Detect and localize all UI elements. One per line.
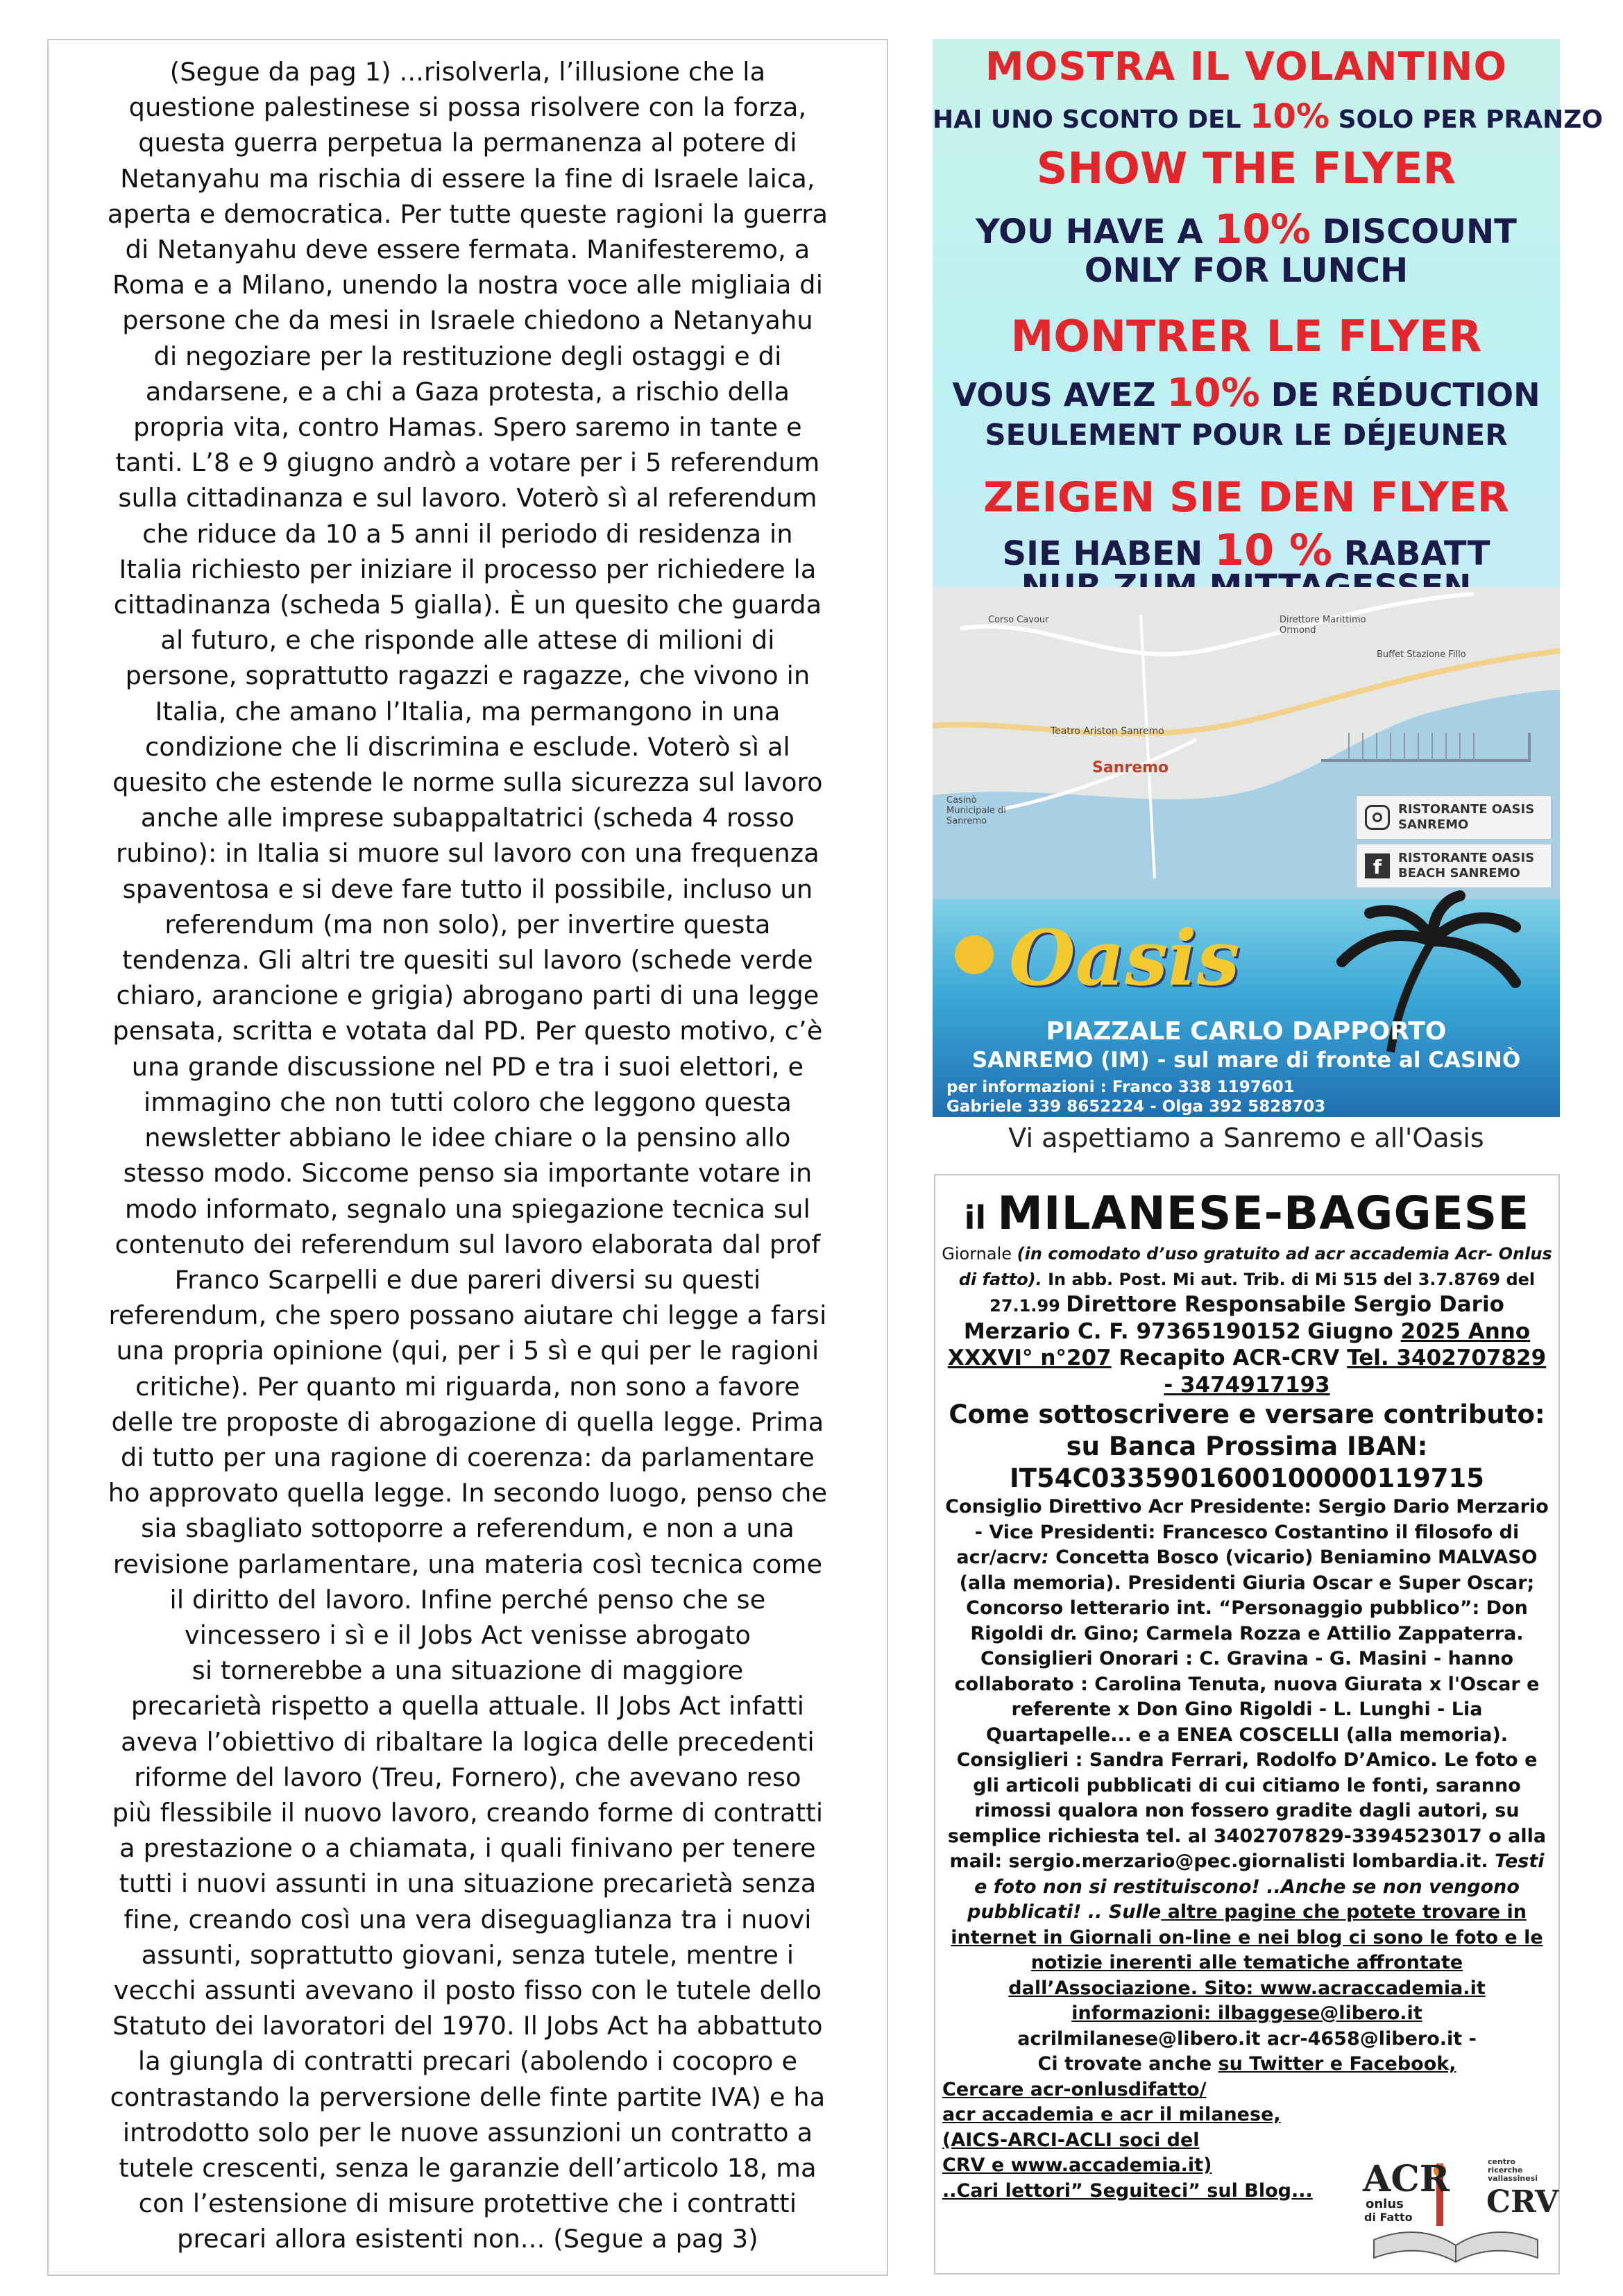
article-line: di Netanyahu deve essere fermata. Manifesteremo, a [125, 235, 810, 265]
article-line: contrastando la perversione delle finte partite IVA) e ha [110, 2082, 826, 2112]
flyer-map [933, 587, 1560, 899]
article-line: andarsene, e a chi a Gaza protesta, a rischio della [145, 376, 790, 407]
masthead-legal: Giornale (in comodato d’uso gratuito ad acr accademia Acr- Onlus di fatto). In abb. Post. Mi aut. Trib. di Mi 515 del 3.7.8769 del 27.1.99 Direttore Responsabile Sergio Dario Merzario C. F. 97365190152 Giugno 2025 Anno XXXVI° n°207 Recapito ACR-CRV Tel. 3402707829 - 3474917193 [942, 1244, 1552, 1397]
link-blog[interactable]: ..Cari lettori” Seguiteci” sul Blog... [942, 2179, 1313, 2202]
oasis-flyer-photo [933, 39, 1603, 1117]
instagram-icon [1365, 805, 1390, 830]
flyer-caption: Vi aspettiamo a Sanremo e all'Oasis [1008, 1123, 1484, 1153]
instagram-badge [1356, 795, 1552, 840]
flyer-info1: per informazioni : Franco 338 1197601 [946, 1078, 1295, 1096]
flyer-en-heading: SHOW THE FLYER [1036, 143, 1456, 194]
instagram-label: RISTORANTE OASIS SANREMO [1398, 802, 1535, 832]
article-line: referendum (ma non solo), per invertire questa [164, 909, 771, 939]
article-line: riforme del lavoro (Treu, Fornero), che avevano reso [134, 1762, 801, 1792]
article-line: ho approvato quella legge. In secondo luogo, penso che [108, 1478, 828, 1508]
article-line: tutti i nuovi assunti in una situazione precarietà senza [119, 1869, 817, 1899]
article-line: questione palestinese si possa risolvere con la forza, [128, 92, 807, 123]
article-line: condizione che li discrimina e esclude. Voterò sì al [145, 731, 790, 762]
flyer-en-sub: YOU HAVE A 10% DISCOUNT [976, 205, 1517, 253]
article-line: tendenza. Gli altri tre quesiti sul lavoro (schede verde [122, 945, 813, 976]
article-line: sulla cittadinanza e sul lavoro. Voterò sì al referendum [118, 483, 817, 513]
article-line: a prestazione o a chiamata, i quali finivano per tenere [119, 1833, 816, 1864]
article-line: precari allora esistenti non... (Segue a pag 3) [177, 2224, 758, 2254]
facebook-badge [1356, 844, 1552, 888]
article-line: pensata, scritta e votata dal PD. Per questo motivo, c’è [112, 1016, 823, 1046]
masthead-board: Consiglio Direttivo Acr Presidente: Sergio Dario Merzario - Vice Presidenti: Francesco Costantino il filosofo di acr/acrv: Concetta Bosco (vicario) Beniamino MALVASO (alla memoria). Presidenti Giuria Oscar e Super Oscar; Concorso letterario int. “Personaggio pubblico”: Don Rigoldi dr. Gino; Carmela Rozza e Attilio Zappaterra. Consiglieri Onorari : C. Gravina - G. Masini - hanno collaborato : Carolina Tenuta, nuova Giurata x l'Oscar e referente x Don Gino Rigoldi - L. Lunghi - Lia Quartapelle... e a ENEA COSCELLI (alla memoria). Consiglieri : Sandra Ferrari, Rodolfo D’Amico. Le foto e gli articoli pubblicati di cui citiamo le fonti, saranno rimossi qualora non fossero gradite dagli autori, su semplice richiesta tel. al 3402707829-3394523017 o alla mail: sergio.merzario@pec.giornalisti lombardia.it. Testi e foto non si restituiscono! ..Anche se non vengono pubblicati! .. Sulle altre pagine che potete trovare in internet in Giornali on-line e nei blog ci sono le foto e le notizie inerenti alle tematiche affrontate dall’Associazione. Sito: www.acraccademia.it informazioni: ilbaggese@libero.it acrilmilanese@libero.it acr-4658@libero.it - Ci trovate anche su Twitter e Facebook, [945, 1496, 1549, 2075]
map-label-casino: Casinò Municipale di Sanremo [946, 795, 1006, 826]
article-line: spaventosa e si deve fare tutto il possibile, incluso un [122, 874, 813, 904]
article-line: introdotto solo per le nuove assunzioni un contratto a [122, 2117, 813, 2148]
article-line: Netanyahu ma rischia di essere la fine di Israele laica, [120, 163, 815, 194]
flyer-address2: SANREMO (IM) - sul mare di fronte al CASINÒ [971, 1048, 1521, 1073]
flyer-info2: Gabriele 339 8652224 - Olga 392 5828703 [946, 1098, 1326, 1116]
article-line: più flessibile il nuovo lavoro, creando forme di contratti [112, 1797, 824, 1828]
article-line: assunti, soprattutto giovani, senza tutele, mentre i [141, 1939, 794, 1970]
map-label-direttore: Direttore Marittimo Ormond [1280, 615, 1366, 636]
article-column [47, 39, 888, 2276]
article-line: contenuto dei referendum sul lavoro elaborata dal prof [114, 1229, 821, 1259]
article-line: di tutto per una ragione di coerenza: da parlamentare [121, 1442, 815, 1472]
facebook-label: RISTORANTE OASIS BEACH SANREMO [1398, 851, 1535, 881]
article-line: tutele crescenti, senza le garanzie dell’articolo 18, ma [119, 2152, 817, 2183]
article-line: fine, creando così una vera diseguaglianza tra i nuovi [124, 1904, 812, 1934]
flyer-address1: PIAZZALE CARLO DAPPORTO [1046, 1017, 1447, 1046]
article-line: una propria opinione (qui, per i 5 sì e qui per le ragioni [116, 1336, 819, 1366]
article-line: di negoziare per la restituzione degli ostaggi e di [153, 341, 782, 371]
flyer-it-heading: MOSTRA IL VOLANTINO [985, 44, 1508, 90]
article-line: quesito che estende le norme sulla sicurezza sul lavoro [112, 767, 823, 798]
acr-crv-logo: ACR onlus di Fatto CRV centro ricerche vallassinesi [1360, 2157, 1552, 2265]
article-line: referendum, che spero possano aiutare chi legge a farsi [108, 1300, 827, 1331]
logo-acr-text: ACR [1363, 2158, 1450, 2200]
flyer-it-sub: HAI UNO SCONTO DEL 10% SOLO PER PRANZO [933, 97, 1603, 136]
article-line: (Segue da pag 1) ...risolverla, l’illusione che la [169, 57, 766, 87]
flyer-bottom-band [933, 899, 1560, 1117]
article-line: la giungla di contratti precari (abolendo i cocopro e [137, 2046, 798, 2077]
article-line: si tornerebbe a una situazione di maggiore [192, 1656, 744, 1686]
flyer-fr-sub2: SEULEMENT POUR LE DÉJEUNER [985, 418, 1508, 452]
flyer-fr-sub: VOUS AVEZ 10% DE RÉDUCTION [952, 371, 1540, 416]
map-label-sanremo: Sanremo [1092, 759, 1169, 776]
facebook-icon: f [1365, 853, 1390, 878]
article-line: persone, soprattutto ragazzi e ragazze, che vivono in [125, 661, 810, 691]
article-line: stesso modo. Siccome penso sia importante votare in [123, 1158, 813, 1189]
article-line: rubino): in Italia si muore sul lavoro con una frequenza [116, 838, 819, 869]
article-line: che riduce da 10 a 5 anni il periodo di residenza in [142, 518, 793, 549]
article-line: vecchi assunti avevano il posto fisso con le tutele dello [113, 1975, 822, 2005]
link-acr-onlus[interactable]: Cercare acr-onlusdifatto/ [942, 2078, 1207, 2100]
article-line: una grande discussione nel PD e tra i suoi elettori, e [131, 1051, 804, 1082]
article-line: sia sbagliato sottoporre a referendum, e non a una [141, 1513, 794, 1544]
article-line: aperta e democratica. Per tutte queste ragioni la guerra [107, 198, 829, 229]
oasis-brand-logo: Oasis [1009, 913, 1240, 1003]
article-line: questa guerra perpetua la permanenza al potere di [138, 128, 797, 158]
article-line: modo informato, segnalo una spiegazione tecnica sul [125, 1193, 810, 1224]
article-line: Italia richiesto per iniziare il processo per richiedere la [119, 554, 817, 584]
masthead-title: il MILANESE-BAGGESE [964, 1187, 1530, 1240]
article-line: chiaro, arancione e grigia) abrogano parti di una legge [116, 980, 819, 1011]
map-label-buffet: Buffet Stazione Fillo [1377, 649, 1466, 660]
article-line: newsletter abbiano le idee chiare o la pensino allo [144, 1123, 791, 1153]
article-line: tanti. L’8 e 9 giugno andrò a votare per i 5 referendum [115, 448, 820, 478]
article-line: aveva l’obiettivo di ribaltare la logica delle precedenti [121, 1726, 815, 1757]
flyer-de-sub: SIE HABEN 10 % RABATT [1002, 525, 1490, 575]
article-line: delle tre proposte di abrogazione di quella legge. Prima [111, 1406, 824, 1437]
article-line: con l’estensione di misure protettive che i contratti [138, 2188, 797, 2219]
sun-flower-icon [955, 935, 994, 974]
article-line: Roma e a Milano, unendo la nostra voce alle migliaia di [112, 270, 824, 300]
link-acr-accademia[interactable]: acr accademia e acr il milanese, [942, 2104, 1281, 2125]
flyer-de-heading: ZEIGEN SIE DEN FLYER [983, 473, 1509, 522]
contribution-heading: Come sottoscrivere e versare contributo: su Banca Prossima IBAN: IT54C0335901600100000119715 [949, 1400, 1545, 1493]
article-line: revisione parlamentare, una materia così tecnica come [112, 1549, 823, 1579]
masthead-box [934, 1174, 1560, 2274]
article-line: Italia, che amano l’Italia, ma permangono in una [155, 696, 781, 726]
article-line: immagino che non tutti coloro che leggono questa [144, 1087, 792, 1117]
article-line: cittadinanza (scheda 5 gialla). È un quesito che guarda [113, 590, 822, 620]
iban-value: IT54C0335901600100000119715 [1009, 1463, 1485, 1493]
article-line: propria vita, contro Hamas. Spero saremo in tante e [133, 412, 802, 443]
article-line: critiche). Per quanto mi riguarda, non sono a favore [135, 1371, 800, 1402]
map-label-cavour: Corso Cavour [988, 615, 1049, 625]
article-line: il diritto del lavoro. Infine perché penso che se [169, 1584, 766, 1615]
link-accademia-site[interactable]: CRV e www.accademia.it) [942, 2154, 1212, 2176]
article-body [60, 54, 876, 2257]
article-line: Statuto dei lavoratori del 1970. Il Jobs Act ha abbattuto [112, 2011, 823, 2041]
flyer-fr-heading: MONTRER LE FLYER [1010, 311, 1482, 362]
masthead-links: Cercare acr-onlusdifatto/ acr accademia e acr il milanese, (AICS-ARCI-ACLI soci del CRV e www.accademia.it) ..Cari lettori” Seguiteci” sul Blog... [942, 2078, 1313, 2202]
flyer-en-sub2: ONLY FOR LUNCH [1084, 251, 1409, 290]
article-line: precarietà rispetto a quella attuale. Il Jobs Act infatti [130, 1691, 805, 1721]
article-line: persone che da mesi in Israele chiedono a Netanyahu [122, 305, 813, 336]
article-line: Franco Scarpelli e due pareri diversi su questi [174, 1264, 761, 1295]
article-line: anche alle imprese subappaltatrici (scheda 4 rosso [140, 803, 795, 833]
logo-crv-text: CRV [1486, 2184, 1559, 2220]
article-line: vincessero i sì e il Jobs Act venisse abrogato [184, 1619, 751, 1650]
article-line: al futuro, e che risponde alle attese di milioni di [160, 625, 775, 656]
map-label-teatro: Teatro Ariston Sanremo [1051, 726, 1164, 737]
